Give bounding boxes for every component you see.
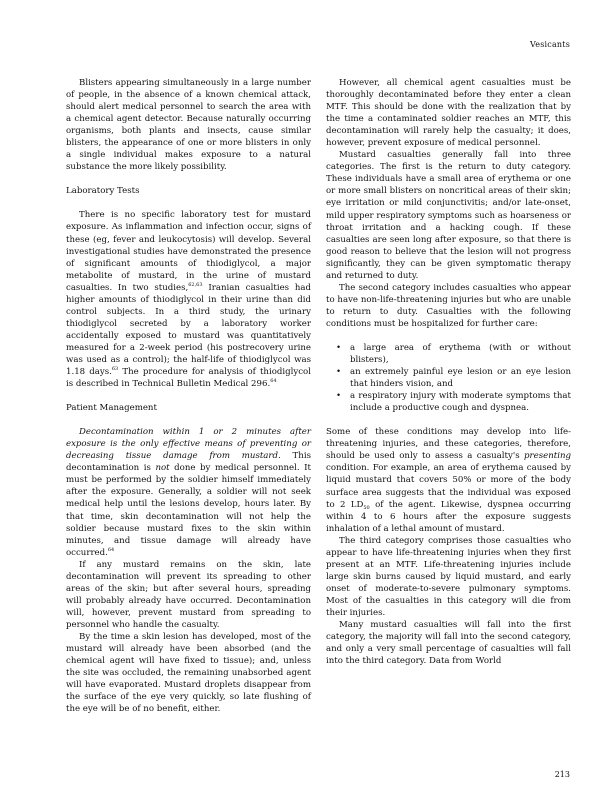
paragraph-skin-lesion: By the time a skin lesion has developed, most of the mustard will already have been absorbed (and the chemical agent will have fixed to tissue); and, unless the site was occluded, the remaining unabsorbed agent will have evaporated. Mustard droplets disappear from the surface of the eye very quickly, so late flushing of the eye will be of no benefit, either. [66,631,311,715]
text: Iranian casualties had higher amounts of thiodiglycol in their urine than did control subjects. In a third study, the urinary thiodiglycol secreted by a laboratory worker accidentally exposed to mustard was quantitatively measured for a 2-week period (his postrecovery urine was used as a control); the half-life of thiodiglycol was 1.18 days. [66,282,311,378]
paragraph-distribution: Many mustard casualties will fall into the first category, the majority will fall into the second category, and only a very small percentage of casualties will fall into the third category. Data from World [326,620,571,667]
paragraph-categories: Mustard casualties generally fall into three categories. The first is the return to duty category. These individuals have a small area of erythema or one or more small blisters on noncritical areas of their skin; eye irritation or mild conjunctivitis; and/or late-onset, mild upper respiratory symptoms such as hoarseness or throat irritation and a hacking cough. If these casualties are seen long after exposure, so that there is good reason to believe that the lesion will not progress significantly, they can be given symptomatic therapy and returned to duty. [326,150,571,281]
running-head: Vesicants [530,40,570,49]
paragraph-conditions [326,426,571,534]
page-number: 213 [554,770,570,779]
bullet-icon: • [336,391,342,402]
list-item-text: a respiratory injury with moderate symptoms that include a productive cough and dyspnea. [350,391,571,414]
text: of the agent. Likewise, dyspnea occurring within 4 to 6 hours after the exposure suggests inhalation of a lethal amount of mustard. [326,499,571,534]
text: This decontamination is [66,451,311,474]
paragraph-late-decontamination: If any mustard remains on the skin, late decontamination will prevent its spreading to other areas of the skin; but after several hours, spreading will probably already have occurred. Decontamination will, however, prevent mustard from spreading to personnel who handle the casualty. [66,559,311,630]
list-item [336,366,571,390]
text: Some of these conditions may develop into life-threatening injuries, and these categories, therefore, should be used only to assess a casualty's [326,427,571,462]
list-item-text: an extremely painful eye lesion or an eye lesion that hinders vision, and [350,367,571,390]
left-column [66,65,311,715]
conditions-list [326,342,571,414]
emphasis-text: Decontamination within 1 or 2 minutes after exposure is the only effective means of preventing or decreasing tissue damage from mustard. [66,427,311,462]
paragraph-second-category: The second category includes casualties who appear to have non-life-threatening injuries but who are unable to return to duty. Casualties with the following conditions must be hospitalized for further care: [326,282,571,329]
list-item [336,342,571,366]
text: The procedure for analysis of thiodiglycol is described in Technical Bulletin Medical 296. [66,367,311,390]
reference-superscript: 62,63 [188,281,203,288]
list-item [336,390,571,414]
paragraph-blisters: Blisters appearing simultaneously in a large number of people, in the absence of a known chemical attack, should alert medical personnel to search the area with a chemical agent detector. Because naturally occurring organisms, both plants and insects, cause similar blisters, the appearance of one or more blisters in only a single individual makes exposure to a natural substance the more likely possibility. [66,78,311,173]
paragraph-decontamination [66,426,311,559]
heading-patient-management: Patient Management [66,403,157,414]
bullet-icon: • [336,367,342,378]
text: There is no specific laboratory test for mustard exposure. As inflammation and infection occur, signs of these (eg, fever and leukocytosis) will develop. Several investigational studies have demonstrated the presence of significant amounts of thiodiglycol, a major metabolite of mustard, in the urine of mustard casualties. In two studies, [66,210,311,293]
bullet-icon: • [336,342,342,353]
list-item-text: a large area of erythema (with or without blisters), [350,342,571,366]
reference-superscript: 64 [107,546,115,553]
paragraph-laboratory [66,209,311,390]
emphasis-text: presenting [524,451,571,462]
paragraph-mtf-decontamination: However, all chemical agent casualties must be thoroughly decontaminated before they enter a clean MTF. This should be done with the realization that by the time a contaminated soldier reaches an MTF, this decontamination will rarely help the casualty; it does, however, prevent exposure of medical personnel. [326,78,571,149]
reference-superscript: 64 [270,378,277,385]
heading-laboratory-tests: Laboratory Tests [66,186,140,197]
right-column [326,65,571,667]
text: condition. For example, an area of erythema caused by liquid mustard that covers 50% or more of the body surface area suggests that the individual was exposed to 2 LD [326,463,571,510]
reference-superscript: 63 [111,366,119,373]
paragraph-third-category: The third category comprises those casualties who appear to have life-threatening injuries when they first present at an MTF. Life-threatening injuries include large skin burns caused by liquid mustard, and early onset of moderate-to-severe pulmonary symptoms. Most of the casualties in this category will die from their injuries. [326,535,571,618]
emphasis-text: not [155,463,170,474]
text: done by medical personnel. It must be performed by the soldier himself immediately after the exposure. Generally, a soldier will not seek medical help until the lesions develop, hours later. By that time, skin decontamination will not help the soldier because mustard fixes to the skin within minutes, and tissue damage will already have occurred. [66,463,311,558]
subscript: 50 [363,504,370,511]
